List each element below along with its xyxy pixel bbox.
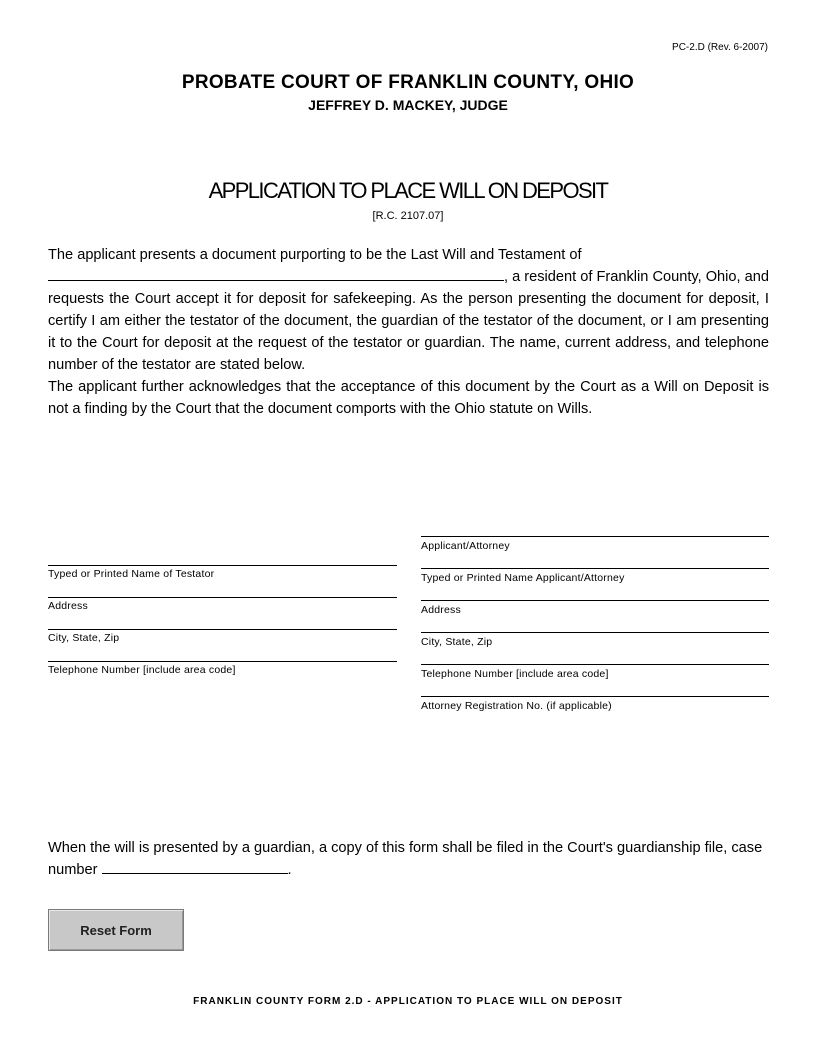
applicant-phone-line[interactable] [421,664,769,665]
applicant-signature-line[interactable] [421,536,769,537]
applicant-city-line[interactable] [421,632,769,633]
applicant-address-label: Address [421,604,461,616]
applicant-phone-label: Telephone Number [include area code] [421,668,609,680]
testator-name-blank[interactable] [48,266,504,281]
reset-form-button[interactable]: Reset Form [48,909,184,951]
testator-city-line[interactable] [48,629,397,630]
applicant-name-label: Typed or Printed Name Applicant/Attorney [421,572,625,584]
testator-city-label: City, State, Zip [48,632,120,644]
applicant-address-line[interactable] [421,600,769,601]
guardian-notice [48,837,769,881]
paragraph-1-start: The applicant presents a document purporting to be the Last Will and Testament of [48,247,582,263]
statute-citation: [R.C. 2107.07] [372,210,444,222]
applicant-name-line[interactable] [421,568,769,569]
testator-name-label: Typed or Printed Name of Testator [48,568,215,580]
form-id: PC-2.D (Rev. 6-2007) [672,42,768,53]
application-paragraph-2: The applicant further acknowledges that the acceptance of this document by the Court as a Will on Deposit is not a finding by the Court that the document comports with the Ohio statute on Wills. [48,379,769,417]
testator-phone-label: Telephone Number [include area code] [48,664,236,676]
application-paragraph-1 [48,244,769,376]
application-body [48,244,769,420]
applicant-city-label: City, State, Zip [421,636,493,648]
guardian-notice-period: . [287,862,292,878]
testator-name-line[interactable] [48,565,397,566]
case-number-blank[interactable] [102,859,288,874]
testator-phone-line[interactable] [48,661,397,662]
guardian-notice-text: When the will is presented by a guardian, a copy of this form shall be filed in the Court's guardianship file, case number [48,840,763,878]
judge-name: JEFFREY D. MACKEY, JUDGE [308,97,508,113]
attorney-registration-label: Attorney Registration No. (if applicable) [421,700,612,712]
paragraph-1-rest: , a resident of Franklin County, Ohio, and requests the Court accept it for deposit for safekeeping. As the person presenting the document for deposit, I certify I am either the testator of the document, the guardian of the testator of the document, or I am presenting it to the Court for deposit at the request of the testator or guardian. The name, current address, and telephone number of the testator are stated below. [48,269,769,373]
testator-address-label: Address [48,600,88,612]
attorney-registration-line[interactable] [421,696,769,697]
form-title: APPLICATION TO PLACE WILL ON DEPOSIT [208,178,608,203]
form-footer: FRANKLIN COUNTY FORM 2.D - APPLICATION TO PLACE WILL ON DEPOSIT [193,996,623,1007]
applicant-signature-label: Applicant/Attorney [421,540,510,552]
testator-address-line[interactable] [48,597,397,598]
court-name: PROBATE COURT OF FRANKLIN COUNTY, OHIO [181,72,635,93]
